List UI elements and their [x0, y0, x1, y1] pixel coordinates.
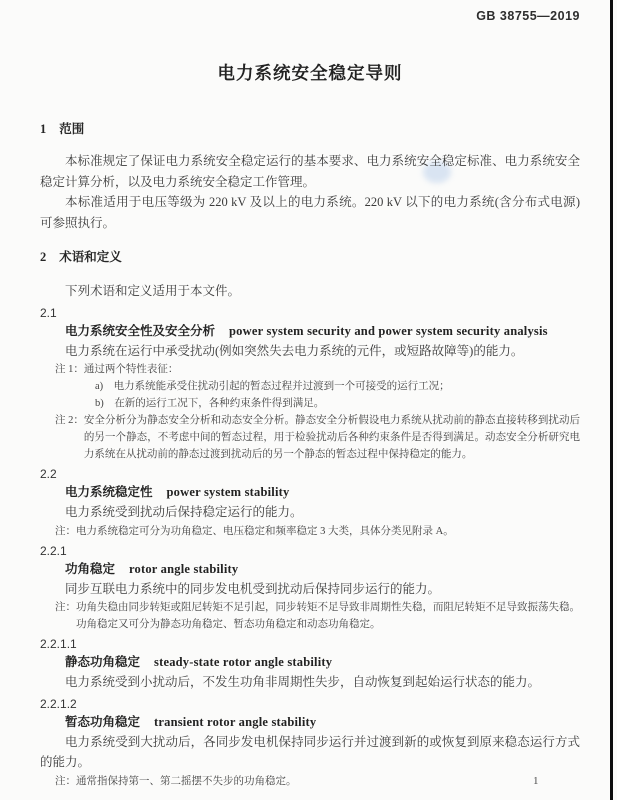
scope-paragraph-1: 本标准规定了保证电力系统安全稳定运行的基本要求、电力系统安全稳定标准、电力系统安全稳定计算分析，以及电力系统安全稳定工作管理。: [40, 154, 580, 189]
scope-paragraph-2: 本标准适用于电压等级为 220 kV 及以上的电力系统。220 kV 以下的电力系统(含分布式电源)可参照执行。: [40, 195, 580, 230]
section-1-heading: [40, 119, 580, 137]
doc-title: 电力系统安全稳定导则: [217, 63, 403, 83]
term-2-1-note-2: [40, 412, 580, 463]
term-2-2-1-1-en: steady-state rotor angle stability: [154, 655, 333, 669]
term-2-2-1-1-number: 2.2.1.1: [40, 637, 77, 651]
term-2-2-1-2-en: transient rotor angle stability: [154, 714, 317, 729]
term-2-2-1-heading: [40, 560, 580, 579]
term-2-2-cn: 电力系统稳定性: [65, 485, 153, 499]
term-2-2-1-note: [40, 599, 580, 633]
note-text: 通常指保持第一、第二摇摆不失步的功角稳定。: [76, 775, 297, 787]
term-2-1-heading: [40, 322, 580, 341]
term-2-2-1-2-number: 2.2.1.2: [40, 696, 77, 711]
term-2-1-note-item-b: b) 在新的运行工况下，各种约束条件得到满足。: [95, 398, 325, 409]
note-label: 注：: [55, 775, 76, 787]
term-2-2-1-cn: 功角稳定: [65, 561, 116, 576]
term-2-1-note-item-a: a) 电力系统能承受住扰动引起的暂态过程并过渡到一个可接受的运行工况；: [95, 381, 450, 392]
note-text: 功角失稳由同步转矩或阻尼转矩不足引起，同步转矩不足导致非周期性失稳，而阻尼转矩不足导致振荡失稳。功角稳定又可分为静态功角稳定、暂态功角稳定和动态功角稳定。: [76, 602, 580, 630]
term-2-2-1-1-cn: 静态功角稳定: [65, 655, 141, 669]
term-2-2-note: [40, 523, 580, 540]
term-2-2-1-2-note: [40, 773, 580, 790]
scan-edge-border: [610, 0, 613, 800]
term-2-2-1-2-heading: [40, 713, 580, 732]
section-1-title: 范围: [59, 122, 85, 136]
term-2-2-1-definition: 同步互联电力系统中的同步发电机受到扰动后保持同步运行的能力。: [65, 581, 441, 596]
section-2-title: 术语和定义: [59, 250, 122, 264]
term-2-2-1-1-definition: 电力系统受到小扰动后，不发生功角非周期性失步，自动恢复到起始运行状态的能力。: [65, 675, 541, 689]
term-2-1-definition: 电力系统在运行中承受扰动(例如突然失去电力系统的元件，或短路故障等)的能力。: [65, 343, 524, 358]
term-2-2-definition: 电力系统受到扰动后保持稳定运行的能力。: [65, 505, 303, 519]
note-label: 注 2：: [55, 415, 84, 426]
term-2-1-cn: 电力系统安全性及安全分析: [65, 323, 216, 338]
term-2-2-heading: [40, 483, 580, 502]
note-text: 电力系统稳定可分为功角稳定、电压稳定和频率稳定 3 大类，具体分类见附录 A。: [76, 525, 454, 537]
note-label: 注 1：: [55, 364, 84, 375]
note-text: 通过两个特性表征：: [83, 364, 179, 375]
term-2-2-1-number: 2.2.1: [40, 543, 67, 558]
term-2-2-number: 2.2: [40, 467, 57, 481]
section-1-number: 1: [40, 122, 47, 136]
section-2-heading: [40, 247, 580, 265]
term-2-1-en: power system security and power system security analysis: [229, 323, 548, 338]
note-text: 安全分析分为静态安全分析和动态安全分析。静态安全分析假设电力系统从扰动前的静态直接转移到扰动后的另一个静态，不考虑中间的暂态过程，用于检验扰动后各种约束条件是否得到满足。动态安全分析研究电力系统在从扰动前的静态过渡到扰动后的另一个静态的暂态过程中保持稳定的能力。: [83, 415, 580, 460]
term-2-1-number: 2.1: [40, 305, 57, 320]
term-2-1-note-1: [40, 361, 580, 378]
terms-intro: 下列术语和定义适用于本文件。: [65, 284, 241, 298]
doc-number: GB 38755—2019: [476, 9, 580, 23]
note-label: 注：: [55, 602, 76, 613]
page-number: 1: [533, 775, 539, 787]
note-label: 注：: [55, 525, 76, 537]
term-2-2-1-en: rotor angle stability: [129, 561, 239, 576]
term-2-2-1-2-definition: 电力系统受到大扰动后，各同步发电机保持同步运行并过渡到新的或恢复到原来稳态运行方式的能力。: [40, 734, 580, 769]
term-2-2-1-2-cn: 暂态功角稳定: [65, 714, 141, 729]
term-2-2-1-1-heading: [40, 653, 580, 672]
section-2-number: 2: [40, 250, 47, 264]
term-2-2-en: power system stability: [166, 485, 290, 499]
